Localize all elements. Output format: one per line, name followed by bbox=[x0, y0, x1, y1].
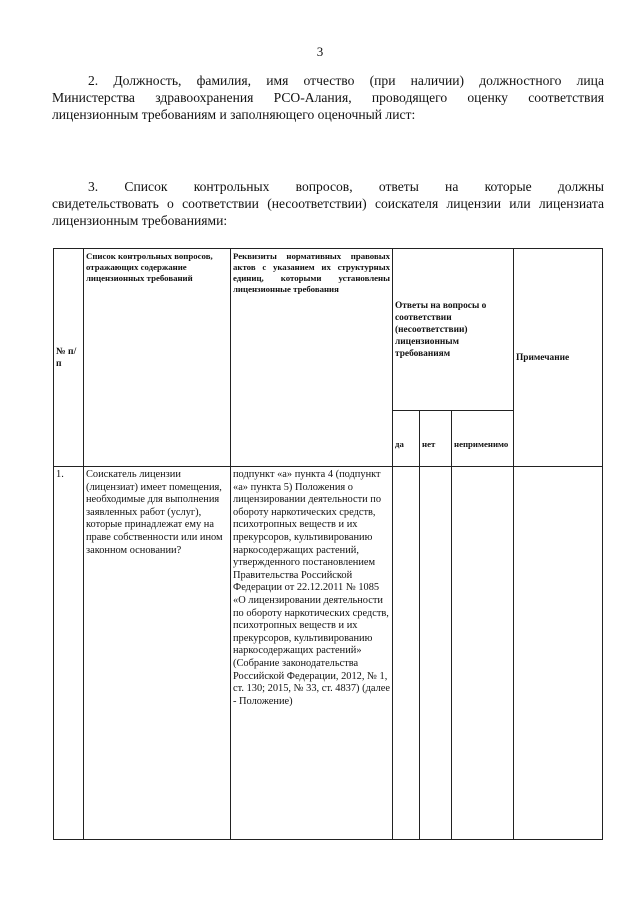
answer-not-applicable-cell[interactable] bbox=[452, 467, 514, 840]
row-number: 1. bbox=[54, 467, 84, 840]
header-number: № п/п bbox=[54, 249, 84, 467]
header-questions: Список контрольных вопросов, отражающих содержание лицензионных требований bbox=[84, 249, 231, 467]
table-row bbox=[54, 467, 603, 840]
header-requisites: Реквизиты нормативных правовых актов с указанием их структурных единиц, которыми установлены лицензионные требования bbox=[231, 249, 393, 467]
row-question: Соискатель лицензии (лицензиат) имеет помещения, необходимые для выполнения заявленных работ (услуг), которые принадлежат ему на праве собственности или ином законном основании? bbox=[84, 467, 231, 840]
header-no: нет bbox=[420, 411, 452, 467]
row-requisite: подпункт «а» пункта 4 (подпункт «а» пункта 5) Положения о лицензировании деятельности по обороту наркотических средств, психотропных веществ и их прекурсоров, культивированию наркосодержащих растений, утвержденного постановлением Правительства Российской Федерации от 22.12.2011 № 1085 «О лицензировании деятельности по обороту наркотических средств, психотропных веществ и их прекурсоров, культивированию наркосодержащих растений» (Собрание законодательства Российской Федерации, 2012, № 1, ст. 130; 2015, № 33, ст. 4837) (далее - Положение) bbox=[231, 467, 393, 840]
section-3-first-line: 3. Список контрольных вопросов, ответы на которые должны bbox=[88, 179, 604, 194]
header-answers: Ответы на вопросы о соответствии (несоответствии) лицензионным требованиям bbox=[393, 249, 514, 411]
section-3-text: свидетельствовать о соответствии (несоответствии) соискателя лицензии или лицензиата лицензионным требованиями: bbox=[52, 196, 604, 228]
header-yes: да bbox=[393, 411, 420, 467]
checklist-table bbox=[53, 248, 603, 840]
section-2-first-line: 2. Должность, фамилия, имя отчество (при наличии) должностного лица bbox=[88, 73, 604, 88]
section-3-questions-intro bbox=[52, 178, 604, 229]
section-2-text: Министерства здравоохранения РСО-Алания, проводящего оценку соответствия лицензионным требованиям и заполняющего оценочный лист: bbox=[52, 90, 604, 122]
header-notes: Примечание bbox=[514, 249, 603, 467]
answer-no-cell[interactable] bbox=[420, 467, 452, 840]
answer-yes-cell[interactable] bbox=[393, 467, 420, 840]
header-not-applicable: неприменимо bbox=[452, 411, 514, 467]
page-number: 3 bbox=[316, 44, 324, 59]
section-2-official bbox=[52, 72, 604, 123]
note-cell[interactable] bbox=[514, 467, 603, 840]
